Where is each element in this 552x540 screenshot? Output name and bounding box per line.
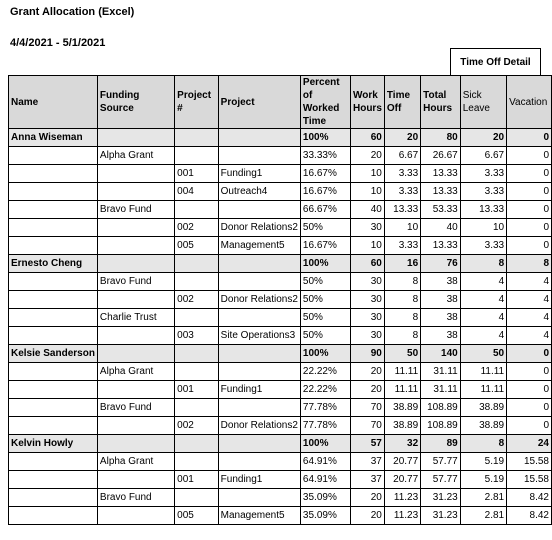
cell-percent-worked: 16.67% — [300, 183, 350, 201]
cell-project — [218, 435, 300, 453]
cell-work-hours: 10 — [350, 237, 384, 255]
cell-total-hours: 38 — [421, 273, 461, 291]
cell-project: Funding1 — [218, 381, 300, 399]
col-header-total-hours: Total Hours — [421, 76, 461, 129]
cell-funding-source — [97, 435, 174, 453]
cell-name — [9, 165, 98, 183]
cell-time-off: 8 — [384, 309, 420, 327]
cell-total-hours: 31.11 — [421, 381, 461, 399]
cell-project — [218, 129, 300, 147]
cell-sick-leave: 4 — [460, 327, 506, 345]
cell-name — [9, 453, 98, 471]
cell-work-hours: 20 — [350, 507, 384, 525]
cell-funding-source — [97, 219, 174, 237]
funding-row — [9, 201, 552, 219]
cell-project: Donor Relations2 — [218, 291, 300, 309]
cell-total-hours: 53.33 — [421, 201, 461, 219]
cell-total-hours: 31.23 — [421, 507, 461, 525]
cell-vacation: 0 — [507, 219, 552, 237]
cell-vacation: 0 — [507, 363, 552, 381]
cell-funding-source: Alpha Grant — [97, 453, 174, 471]
cell-project-number — [175, 273, 218, 291]
cell-vacation: 0 — [507, 381, 552, 399]
cell-name — [9, 273, 98, 291]
cell-total-hours: 13.33 — [421, 165, 461, 183]
cell-total-hours: 31.23 — [421, 489, 461, 507]
cell-work-hours: 10 — [350, 183, 384, 201]
cell-total-hours: 57.77 — [421, 471, 461, 489]
cell-project: Outreach4 — [218, 183, 300, 201]
cell-sick-leave: 13.33 — [460, 201, 506, 219]
cell-sick-leave: 6.67 — [460, 147, 506, 165]
project-row — [9, 165, 552, 183]
cell-total-hours: 89 — [421, 435, 461, 453]
cell-sick-leave: 11.11 — [460, 363, 506, 381]
cell-total-hours: 140 — [421, 345, 461, 363]
project-row — [9, 327, 552, 345]
cell-name: Kelsie Sanderson — [9, 345, 98, 363]
funding-row — [9, 273, 552, 291]
cell-project — [218, 345, 300, 363]
cell-vacation: 0 — [507, 165, 552, 183]
cell-project-number — [175, 399, 218, 417]
cell-time-off: 8 — [384, 327, 420, 345]
cell-project-number — [175, 435, 218, 453]
cell-time-off: 50 — [384, 345, 420, 363]
project-row — [9, 417, 552, 435]
cell-sick-leave: 8 — [460, 435, 506, 453]
cell-project — [218, 363, 300, 381]
cell-time-off: 8 — [384, 273, 420, 291]
cell-funding-source: Bravo Fund — [97, 273, 174, 291]
header-row — [9, 76, 552, 129]
cell-project-number: 002 — [175, 291, 218, 309]
cell-percent-worked: 50% — [300, 309, 350, 327]
cell-name: Anna Wiseman — [9, 129, 98, 147]
cell-funding-source — [97, 417, 174, 435]
cell-funding-source — [97, 129, 174, 147]
col-header-time-off: Time Off — [384, 76, 420, 129]
cell-name — [9, 417, 98, 435]
cell-name — [9, 381, 98, 399]
cell-work-hours: 37 — [350, 453, 384, 471]
cell-percent-worked: 16.67% — [300, 165, 350, 183]
cell-project-number — [175, 147, 218, 165]
cell-vacation: 0 — [507, 399, 552, 417]
person-row — [9, 129, 552, 147]
project-row — [9, 219, 552, 237]
cell-project-number: 001 — [175, 165, 218, 183]
cell-funding-source — [97, 165, 174, 183]
funding-row — [9, 489, 552, 507]
cell-project — [218, 201, 300, 219]
cell-project — [218, 273, 300, 291]
cell-work-hours: 10 — [350, 165, 384, 183]
cell-funding-source — [97, 183, 174, 201]
cell-sick-leave: 3.33 — [460, 183, 506, 201]
cell-vacation: 4 — [507, 327, 552, 345]
person-row — [9, 255, 552, 273]
cell-sick-leave: 3.33 — [460, 165, 506, 183]
cell-project-number — [175, 255, 218, 273]
cell-name — [9, 201, 98, 219]
cell-sick-leave: 38.89 — [460, 399, 506, 417]
cell-time-off: 20.77 — [384, 471, 420, 489]
cell-work-hours: 20 — [350, 147, 384, 165]
cell-project — [218, 255, 300, 273]
project-row — [9, 471, 552, 489]
cell-work-hours: 40 — [350, 201, 384, 219]
cell-funding-source — [97, 327, 174, 345]
cell-sick-leave: 20 — [460, 129, 506, 147]
cell-percent-worked: 77.78% — [300, 399, 350, 417]
project-row — [9, 183, 552, 201]
cell-total-hours: 57.77 — [421, 453, 461, 471]
cell-sick-leave: 5.19 — [460, 453, 506, 471]
cell-work-hours: 60 — [350, 129, 384, 147]
cell-work-hours: 20 — [350, 381, 384, 399]
cell-sick-leave: 50 — [460, 345, 506, 363]
funding-row — [9, 399, 552, 417]
cell-vacation: 8.42 — [507, 489, 552, 507]
cell-project-number — [175, 489, 218, 507]
cell-percent-worked: 100% — [300, 255, 350, 273]
cell-vacation: 0 — [507, 417, 552, 435]
cell-vacation: 4 — [507, 309, 552, 327]
cell-total-hours: 108.89 — [421, 417, 461, 435]
cell-project-number — [175, 345, 218, 363]
cell-name — [9, 489, 98, 507]
cell-funding-source — [97, 237, 174, 255]
cell-sick-leave: 10 — [460, 219, 506, 237]
cell-percent-worked: 64.91% — [300, 471, 350, 489]
cell-name — [9, 363, 98, 381]
cell-project-number: 002 — [175, 219, 218, 237]
cell-name — [9, 327, 98, 345]
cell-sick-leave: 4 — [460, 273, 506, 291]
cell-project — [218, 399, 300, 417]
funding-row — [9, 309, 552, 327]
cell-project: Site Operations3 — [218, 327, 300, 345]
cell-total-hours: 31.11 — [421, 363, 461, 381]
col-header-project: Project — [218, 76, 300, 129]
cell-funding-source — [97, 291, 174, 309]
cell-percent-worked: 100% — [300, 345, 350, 363]
col-header-percent-worked: Percent of Worked Time — [300, 76, 350, 129]
cell-sick-leave: 4 — [460, 291, 506, 309]
cell-vacation: 0 — [507, 183, 552, 201]
cell-project-number: 004 — [175, 183, 218, 201]
cell-project-number: 005 — [175, 237, 218, 255]
cell-work-hours: 30 — [350, 327, 384, 345]
cell-project-number: 005 — [175, 507, 218, 525]
cell-vacation: 4 — [507, 273, 552, 291]
cell-funding-source — [97, 381, 174, 399]
cell-sick-leave: 2.81 — [460, 489, 506, 507]
cell-name — [9, 507, 98, 525]
cell-percent-worked: 50% — [300, 219, 350, 237]
cell-total-hours: 13.33 — [421, 183, 461, 201]
cell-project-number: 002 — [175, 417, 218, 435]
cell-time-off: 3.33 — [384, 237, 420, 255]
cell-vacation: 4 — [507, 291, 552, 309]
cell-sick-leave: 8 — [460, 255, 506, 273]
cell-work-hours: 20 — [350, 489, 384, 507]
funding-row — [9, 147, 552, 165]
cell-total-hours: 40 — [421, 219, 461, 237]
cell-vacation: 0 — [507, 345, 552, 363]
grant-allocation-table — [8, 75, 552, 525]
cell-time-off: 10 — [384, 219, 420, 237]
cell-percent-worked: 35.09% — [300, 489, 350, 507]
col-header-sick-leave: Sick Leave — [460, 76, 506, 129]
cell-total-hours: 38 — [421, 309, 461, 327]
cell-work-hours: 37 — [350, 471, 384, 489]
cell-time-off: 11.23 — [384, 507, 420, 525]
cell-time-off: 20 — [384, 129, 420, 147]
cell-percent-worked: 22.22% — [300, 381, 350, 399]
cell-percent-worked: 100% — [300, 435, 350, 453]
cell-percent-worked: 16.67% — [300, 237, 350, 255]
cell-percent-worked: 77.78% — [300, 417, 350, 435]
cell-total-hours: 80 — [421, 129, 461, 147]
cell-funding-source — [97, 471, 174, 489]
cell-name — [9, 219, 98, 237]
cell-work-hours: 90 — [350, 345, 384, 363]
cell-percent-worked: 33.33% — [300, 147, 350, 165]
cell-project-number: 003 — [175, 327, 218, 345]
cell-time-off: 16 — [384, 255, 420, 273]
cell-sick-leave: 2.81 — [460, 507, 506, 525]
cell-total-hours: 38 — [421, 327, 461, 345]
cell-name: Ernesto Cheng — [9, 255, 98, 273]
cell-name — [9, 147, 98, 165]
cell-total-hours: 13.33 — [421, 237, 461, 255]
cell-time-off: 38.89 — [384, 399, 420, 417]
person-row — [9, 435, 552, 453]
cell-project: Donor Relations2 — [218, 417, 300, 435]
cell-project-number — [175, 201, 218, 219]
cell-name — [9, 399, 98, 417]
project-row — [9, 507, 552, 525]
cell-percent-worked: 66.67% — [300, 201, 350, 219]
cell-funding-source — [97, 345, 174, 363]
cell-project: Donor Relations2 — [218, 219, 300, 237]
cell-time-off: 38.89 — [384, 417, 420, 435]
cell-funding-source: Charlie Trust — [97, 309, 174, 327]
cell-funding-source: Bravo Fund — [97, 399, 174, 417]
cell-percent-worked: 100% — [300, 129, 350, 147]
cell-project: Management5 — [218, 237, 300, 255]
person-row — [9, 345, 552, 363]
cell-time-off: 11.11 — [384, 381, 420, 399]
time-off-detail-header: Time Off Detail — [450, 48, 541, 75]
cell-work-hours: 30 — [350, 291, 384, 309]
cell-time-off: 3.33 — [384, 165, 420, 183]
col-header-work-hours: Work Hours — [350, 76, 384, 129]
cell-vacation: 0 — [507, 147, 552, 165]
col-header-name: Name — [9, 76, 98, 129]
cell-funding-source — [97, 507, 174, 525]
project-row — [9, 237, 552, 255]
cell-time-off: 8 — [384, 291, 420, 309]
cell-total-hours: 108.89 — [421, 399, 461, 417]
cell-project — [218, 147, 300, 165]
cell-project-number: 001 — [175, 381, 218, 399]
cell-percent-worked: 22.22% — [300, 363, 350, 381]
cell-sick-leave: 11.11 — [460, 381, 506, 399]
cell-work-hours: 30 — [350, 219, 384, 237]
cell-funding-source: Bravo Fund — [97, 489, 174, 507]
cell-project-number — [175, 363, 218, 381]
cell-time-off: 11.11 — [384, 363, 420, 381]
cell-work-hours: 70 — [350, 399, 384, 417]
cell-project-number — [175, 129, 218, 147]
cell-time-off: 32 — [384, 435, 420, 453]
cell-work-hours: 60 — [350, 255, 384, 273]
cell-vacation: 15.58 — [507, 471, 552, 489]
cell-vacation: 15.58 — [507, 453, 552, 471]
col-header-vacation: Vacation — [507, 76, 552, 129]
cell-name — [9, 471, 98, 489]
cell-vacation: 0 — [507, 201, 552, 219]
cell-work-hours: 30 — [350, 309, 384, 327]
report-title: Grant Allocation (Excel) — [10, 6, 135, 18]
cell-funding-source: Bravo Fund — [97, 201, 174, 219]
cell-sick-leave: 5.19 — [460, 471, 506, 489]
cell-name — [9, 183, 98, 201]
cell-funding-source: Alpha Grant — [97, 363, 174, 381]
cell-vacation: 8.42 — [507, 507, 552, 525]
col-header-project-number: Project # — [175, 76, 218, 129]
cell-total-hours: 38 — [421, 291, 461, 309]
cell-vacation: 0 — [507, 237, 552, 255]
cell-vacation: 24 — [507, 435, 552, 453]
date-range: 4/4/2021 - 5/1/2021 — [10, 37, 106, 49]
cell-name — [9, 237, 98, 255]
cell-funding-source — [97, 255, 174, 273]
cell-vacation: 0 — [507, 129, 552, 147]
cell-total-hours: 26.67 — [421, 147, 461, 165]
cell-work-hours: 70 — [350, 417, 384, 435]
cell-time-off: 20.77 — [384, 453, 420, 471]
cell-total-hours: 76 — [421, 255, 461, 273]
cell-sick-leave: 4 — [460, 309, 506, 327]
col-header-funding-source: Funding Source — [97, 76, 174, 129]
cell-sick-leave: 3.33 — [460, 237, 506, 255]
cell-work-hours: 20 — [350, 363, 384, 381]
cell-name — [9, 291, 98, 309]
cell-name — [9, 309, 98, 327]
project-row — [9, 291, 552, 309]
cell-percent-worked: 35.09% — [300, 507, 350, 525]
cell-funding-source: Alpha Grant — [97, 147, 174, 165]
cell-project: Funding1 — [218, 165, 300, 183]
cell-project — [218, 489, 300, 507]
cell-project: Funding1 — [218, 471, 300, 489]
cell-name: Kelvin Howly — [9, 435, 98, 453]
cell-percent-worked: 50% — [300, 327, 350, 345]
cell-percent-worked: 50% — [300, 273, 350, 291]
cell-time-off: 6.67 — [384, 147, 420, 165]
cell-project — [218, 309, 300, 327]
cell-percent-worked: 64.91% — [300, 453, 350, 471]
cell-project-number — [175, 309, 218, 327]
cell-sick-leave: 38.89 — [460, 417, 506, 435]
cell-project-number: 001 — [175, 471, 218, 489]
project-row — [9, 381, 552, 399]
cell-time-off: 3.33 — [384, 183, 420, 201]
cell-project — [218, 453, 300, 471]
cell-work-hours: 57 — [350, 435, 384, 453]
cell-percent-worked: 50% — [300, 291, 350, 309]
cell-time-off: 13.33 — [384, 201, 420, 219]
funding-row — [9, 453, 552, 471]
funding-row — [9, 363, 552, 381]
cell-vacation: 8 — [507, 255, 552, 273]
cell-project-number — [175, 453, 218, 471]
cell-time-off: 11.23 — [384, 489, 420, 507]
cell-work-hours: 30 — [350, 273, 384, 291]
cell-project: Management5 — [218, 507, 300, 525]
table-body — [9, 129, 552, 525]
